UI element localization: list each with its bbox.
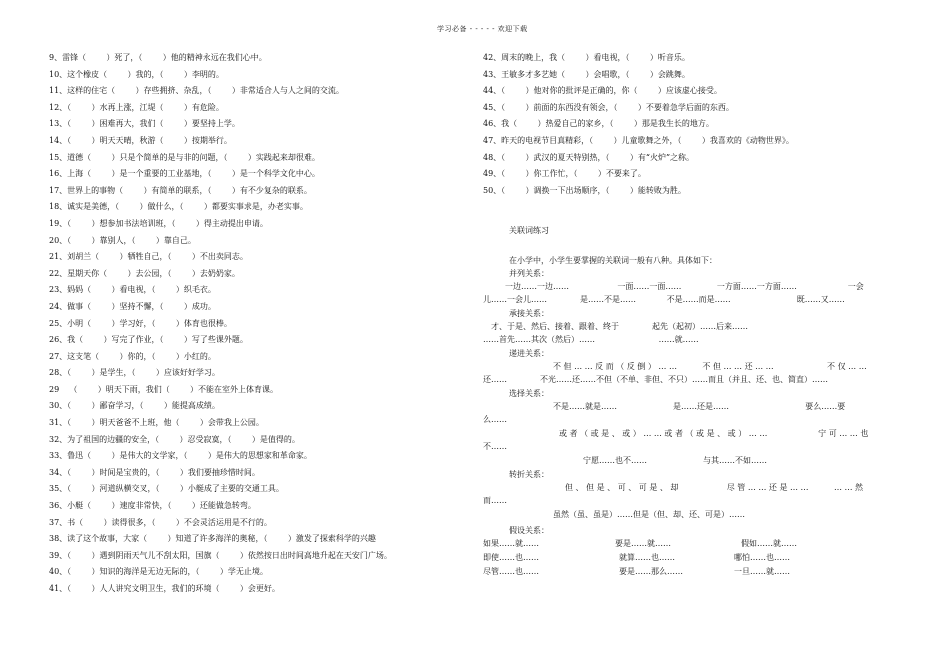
list-item: 39、（ ）遇到阴雨天气儿不刮太阳，国旗（ ）依然按日出时间高地升起在天安门广场。 [49, 550, 392, 560]
list-item: 14、（ ）明天天晴，秋游（ ）按期举行。 [49, 135, 232, 145]
list-item: 23、妈妈（ ）看电视，（ ）织毛衣。 [49, 285, 216, 295]
list-item: 尽管……也…… [483, 567, 539, 576]
category-line: 不 但 … … 反 而 （ 反 倒 ） … … 不 但 … … 还 … … 不 仅 … … [553, 362, 867, 371]
category-line: 或 者 （ 或 是 、 或 ） … … 或 者 （ 或 是 、 或 ） … … 宁 可 … … 也 [559, 429, 869, 438]
list-item: 即使……也…… [483, 553, 539, 562]
category-line: 才、于是、然后、接着、跟着、终于 起先（起初）……后来…… [491, 322, 749, 331]
list-item: 33、鲁迅（ ）是伟大的文学家，（ ）是伟大的思想家和革命家。 [49, 451, 312, 461]
category-heading: 递进关系： [509, 349, 549, 358]
section-intro: 在小学中，小学生要掌握的关联词一般有八种。具体如下： [509, 256, 717, 265]
list-item: 50、（ ）调换一下出场顺序，（ ）能转败为胜。 [483, 185, 686, 195]
list-item: 42、周末的晚上，我（ ）看电视，（ ）听音乐。 [483, 53, 690, 62]
category-line: 虽然（虽、虽是）……但是（但、却、还、可是）…… [553, 510, 745, 519]
category-line: 儿……一会儿…… 是……不是…… 不是……而是…… 既……又…… [483, 295, 845, 304]
category-heading: 假设关系： [509, 526, 549, 535]
list-item: 15、道德（ ）只是个简单的是与非的问题，（ ）实践起来却很难。 [49, 152, 320, 162]
category-heading: 选择关系： [509, 389, 549, 398]
category-heading: 转折关系： [509, 470, 549, 479]
list-item: 41、（ ）人人讲究文明卫生，我们的环境（ ）会更好。 [49, 584, 280, 593]
list-item: 30、（ ）鄙奋学习，（ ）能提高成绩。 [49, 401, 220, 411]
list-item: 假如……就…… [741, 539, 797, 548]
list-item: 27、这支笔（ ）你的，（ ）小红的。 [49, 351, 216, 361]
list-item: 38、读了这个故事，大家（ ）知道了许多海洋的奥秘，（ ）激发了探索科学的兴趣 [49, 534, 376, 544]
category-heading: 承接关系： [509, 309, 549, 318]
category-line: 么…… [483, 415, 507, 424]
list-item: 20、（ ）靠别人，（ ）靠自己。 [49, 235, 196, 245]
left-column [49, 50, 459, 598]
list-item: 34、（ ）时间是宝贵的，（ ）我们要抽珍惜时间。 [49, 467, 260, 477]
list-item: 一旦……就…… [734, 567, 790, 576]
list-item: 就算……也…… [619, 553, 675, 562]
list-item: 32、为了祖国的边疆的安全，（ ）忍受寂寞，（ ）是值得的。 [49, 434, 300, 444]
list-item: 44、（ ）他对你的批评是正确的，你（ ）应该虚心接受。 [483, 86, 722, 96]
list-item: 要是……那么…… [619, 567, 683, 576]
list-item: 36、小艇（ ）速度非常快，（ ）还能做急转弯。 [49, 501, 256, 511]
list-item: 46、我（ ）热爱自己的家乡，（ ）那是我生长的地方。 [483, 119, 714, 129]
category-line: 但 、 但 是 、 可 、 可 是 、 却 尽 管 … … 还 是 … … … … 然 [565, 483, 864, 492]
list-item: 16、上海（ ）是一个重要的工业基地，（ ）是一个科学文化中心。 [49, 169, 320, 179]
category-line: 宁愿……也不…… 与其……不如…… [583, 456, 767, 465]
list-item: 10、这个橡皮（ ）我的，（ ）李明的。 [49, 69, 224, 79]
list-item: 要是……就…… [615, 539, 671, 548]
list-item: 28、（ ）是学生，（ ）应该好好学习。 [49, 368, 220, 378]
list-item: 19、（ ）想参加书法培训班，（ ）得主动提出申请。 [49, 218, 268, 228]
category-line: 而…… [483, 496, 507, 505]
list-item: 48、（ ）武汉的夏天特别热，（ ）有“火炉”之称。 [483, 152, 695, 162]
list-item: 11、这样的住宅（ ）存些拥挤、杂乱，（ ）非常适合人与人之间的交流。 [49, 86, 344, 96]
category-line: 不…… [483, 442, 507, 451]
list-item: 25、小明（ ）学习好，（ ）体育也很棒。 [49, 318, 232, 328]
page-header: 学习必备 - - - - - 欢迎下载 [437, 25, 528, 33]
list-item: 49、（ ）你工作忙，（ ）不要来了。 [483, 169, 646, 179]
section-title: 关联词练习 [509, 226, 549, 235]
list-item: 13、（ ）困难再大，我们（ ）要坚持上学。 [49, 119, 240, 129]
list-item: 18、诚实是美德，（ ）做什么，（ ）都要实事求是，办老实事。 [49, 202, 308, 212]
category-line: 还…… 不光……还……不但（不单、非但、不只）……而且（并且、还、也、简直）…… [483, 375, 829, 384]
list-item: 43、王敏多才多艺她（ ）会唱歌，（ ）会跳舞。 [483, 69, 690, 79]
list-item: 29 （ ）明天下雨，我们（ ）不能在室外上体育课。 [49, 384, 279, 394]
list-item: 45、（ ）前面的东西没有领会，（ ）不要着急学后面的东西。 [483, 102, 734, 112]
list-item: 31、（ ）明天爸爸不上班，他（ ）会带我上公园。 [49, 418, 264, 428]
list-item: 35、（ ）河道纵横交叉，（ ）小艇成了主要的交通工具。 [49, 484, 284, 494]
category-line: 不是……就是…… 是……还是…… 要么……要 [553, 402, 846, 411]
list-item: 24、做事（ ）坚持不懈，（ ）成功。 [49, 301, 216, 311]
list-item: 9、雷锋（ ）死了，（ ）他的精神永远在我们心中。 [49, 53, 267, 62]
category-line: 一边……一边…… 一面……一面…… 一方面……一方面…… 一会 [505, 282, 864, 291]
list-item: 22、星期天你（ ）去公园，（ ）去奶奶家。 [49, 268, 240, 278]
category-line: ……首先……其次（然后）…… ……就…… [483, 335, 699, 344]
category-heading: 并列关系： [509, 269, 549, 278]
right-column [483, 50, 903, 199]
list-item: 47、昨天的电视节目真精彩，（ ）儿童歌舞之外，（ ）我喜欢的《动物世界》。 [483, 135, 794, 145]
list-item: 如果……就…… [483, 539, 539, 548]
list-item: 37、书（ ）读得很多，（ ）不会灵活运用是不行的。 [49, 517, 272, 527]
list-item: 21、刘胡兰（ ）牺牲自己，（ ）不出卖同志。 [49, 252, 248, 262]
list-item: 26、我（ ）写完了作业，（ ）写了些课外题。 [49, 335, 248, 345]
list-item: 17、世界上的事物（ ）有简单的联系，（ ）有不少复杂的联系。 [49, 185, 312, 195]
list-item: 12、（ ）水再上涨，江堤（ ）有危险。 [49, 102, 224, 112]
list-item: 哪怕……也…… [734, 553, 790, 562]
list-item: 40、（ ）知识的海洋是无边无际的，（ ）学无止境。 [49, 567, 268, 577]
